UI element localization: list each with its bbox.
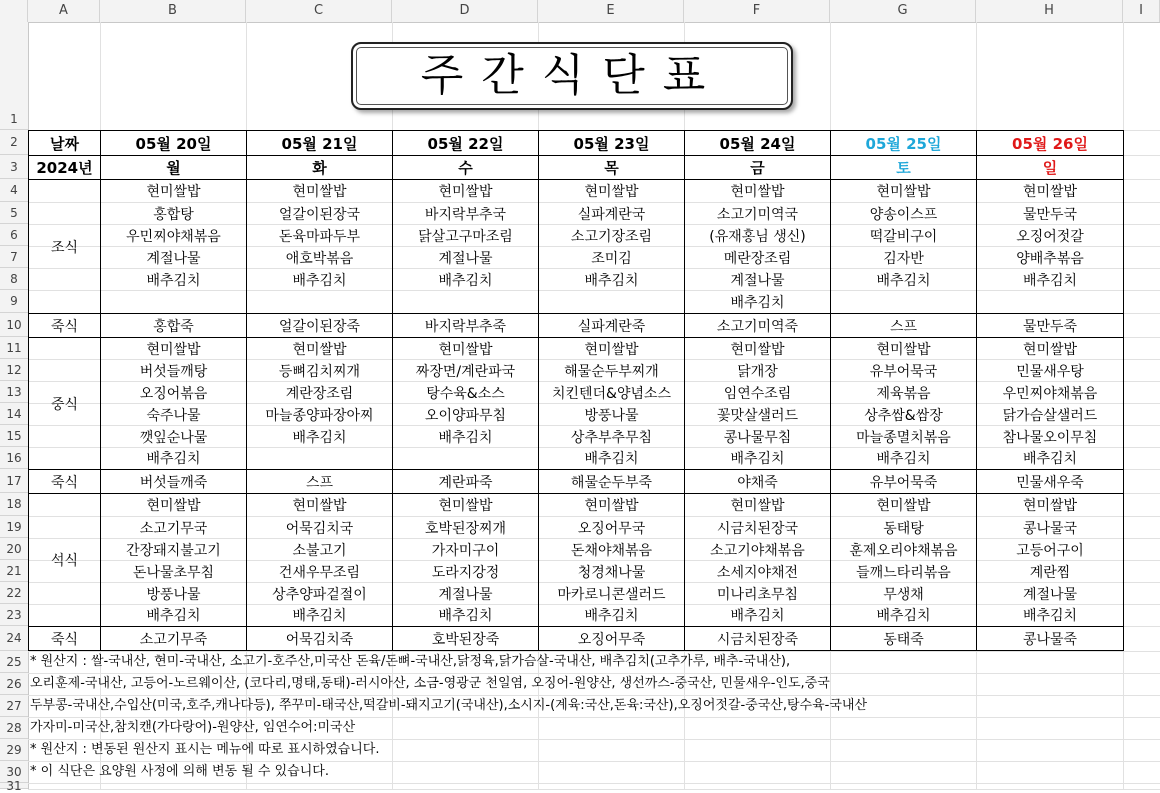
note-line: 오리훈제-국내산, 고등어-노르웨이산, (코다리,명태,동태)-러시아산, 소금-영광군 천일염, 오징어-원양산, 생선까스-중국산, 민물새우-인도,중국 bbox=[30, 676, 830, 691]
dinner-item[interactable]: 현미쌀밥 bbox=[685, 494, 831, 517]
dinner-item[interactable]: 동태탕 bbox=[831, 517, 977, 539]
lunch-item[interactable]: 마늘종멸치볶음 bbox=[831, 426, 977, 448]
porridge-item[interactable]: 호박된장죽 bbox=[393, 627, 539, 651]
dinner-item[interactable]: 소세지야채전 bbox=[685, 561, 831, 583]
row-header-13[interactable]: 13 bbox=[0, 381, 28, 403]
row-header-5[interactable]: 5 bbox=[0, 202, 28, 224]
dinner-item[interactable]: 배추김치 bbox=[247, 605, 393, 627]
dinner-item[interactable]: 현미쌀밥 bbox=[539, 494, 685, 517]
dinner-item[interactable]: 현미쌀밥 bbox=[247, 494, 393, 517]
lunch-item[interactable]: 현미쌀밥 bbox=[831, 338, 977, 360]
porridge-item[interactable]: 바지락부추죽 bbox=[393, 314, 539, 338]
row-header-23[interactable]: 23 bbox=[0, 604, 28, 626]
date-label[interactable]: 날짜 bbox=[29, 131, 101, 156]
porridge-item[interactable]: 해물순두부죽 bbox=[539, 470, 685, 494]
dinner-item[interactable]: 들깨느타리볶음 bbox=[831, 561, 977, 583]
breakfast-item[interactable]: 실파계란국 bbox=[539, 203, 685, 225]
column-header-f[interactable]: F bbox=[684, 0, 830, 22]
row-header-17[interactable]: 17 bbox=[0, 469, 28, 493]
dinner-item[interactable]: 미나리초무침 bbox=[685, 583, 831, 605]
porridge-item[interactable]: 야채죽 bbox=[685, 470, 831, 494]
lunch-item[interactable]: 민물새우탕 bbox=[977, 360, 1124, 382]
dinner-item[interactable]: 시금치된장국 bbox=[685, 517, 831, 539]
row-header-12[interactable]: 12 bbox=[0, 359, 28, 381]
breakfast-item[interactable] bbox=[977, 291, 1124, 314]
dinner-item[interactable]: 건새우무조림 bbox=[247, 561, 393, 583]
dinner-item[interactable]: 배추김치 bbox=[831, 605, 977, 627]
porridge-item[interactable]: 스프 bbox=[831, 314, 977, 338]
lunch-item[interactable]: 배추김치 bbox=[685, 448, 831, 470]
column-header-h[interactable]: H bbox=[976, 0, 1123, 22]
porridge-item[interactable]: 소고기무죽 bbox=[101, 627, 247, 651]
dinner-item[interactable]: 배추김치 bbox=[393, 605, 539, 627]
breakfast-item[interactable]: 배추김치 bbox=[831, 269, 977, 291]
porridge-item[interactable]: 스프 bbox=[247, 470, 393, 494]
row-header-6[interactable]: 6 bbox=[0, 224, 28, 246]
breakfast-item[interactable]: 물만두국 bbox=[977, 203, 1124, 225]
porridge-item[interactable]: 물만두죽 bbox=[977, 314, 1124, 338]
breakfast-item[interactable]: 배추김치 bbox=[685, 291, 831, 314]
dinner-item[interactable]: 무생채 bbox=[831, 583, 977, 605]
breakfast-item[interactable]: 계절나물 bbox=[393, 247, 539, 269]
lunch-item[interactable]: 탕수육&소스 bbox=[393, 382, 539, 404]
breakfast-item[interactable]: 현미쌀밥 bbox=[977, 180, 1124, 203]
day-cell[interactable]: 월 bbox=[101, 156, 247, 180]
dinner-item[interactable]: 훈제오리야채볶음 bbox=[831, 539, 977, 561]
date-cell[interactable]: 05월 20일 bbox=[101, 131, 247, 156]
row-header-3[interactable]: 3 bbox=[0, 155, 28, 179]
lunch-item[interactable]: 치킨텐더&양념소스 bbox=[539, 382, 685, 404]
breakfast-item[interactable]: 애호박볶음 bbox=[247, 247, 393, 269]
dinner-item[interactable]: 배추김치 bbox=[685, 605, 831, 627]
date-cell[interactable]: 05월 21일 bbox=[247, 131, 393, 156]
lunch-item[interactable]: 콩나물무침 bbox=[685, 426, 831, 448]
lunch-item[interactable]: 상추쌈&쌈장 bbox=[831, 404, 977, 426]
breakfast-item[interactable]: 조미김 bbox=[539, 247, 685, 269]
note-line: 가자미-미국산,참치캔(가다랑어)-원양산, 임연수어:미국산 bbox=[30, 720, 356, 735]
dinner-item[interactable]: 간장돼지불고기 bbox=[101, 539, 247, 561]
day-cell[interactable]: 일 bbox=[977, 156, 1124, 180]
breakfast-item[interactable]: 현미쌀밥 bbox=[685, 180, 831, 203]
row-header-27[interactable]: 27 bbox=[0, 695, 28, 717]
lunch-item[interactable]: 우민찌야채볶음 bbox=[977, 382, 1124, 404]
breakfast-item[interactable]: 배추김치 bbox=[101, 269, 247, 291]
breakfast-item[interactable]: 닭살고구마조림 bbox=[393, 225, 539, 247]
lunch-item[interactable]: 닭가슴살샐러드 bbox=[977, 404, 1124, 426]
lunch-item[interactable]: 버섯들깨탕 bbox=[101, 360, 247, 382]
note-line: * 이 식단은 요양원 사정에 의해 변동 될 수 있습니다. bbox=[30, 764, 329, 779]
dinner-item[interactable]: 소고기야채볶음 bbox=[685, 539, 831, 561]
dinner-item[interactable]: 고등어구이 bbox=[977, 539, 1124, 561]
lunch-label[interactable]: 중식 bbox=[29, 338, 101, 470]
porridge-item[interactable]: 실파계란죽 bbox=[539, 314, 685, 338]
dinner-item[interactable]: 마카로니콘샐러드 bbox=[539, 583, 685, 605]
breakfast-item[interactable]: 배추김치 bbox=[977, 269, 1124, 291]
row-header-bar bbox=[0, 22, 29, 793]
dinner-item[interactable]: 배추김치 bbox=[101, 605, 247, 627]
day-cell[interactable]: 목 bbox=[539, 156, 685, 180]
breakfast-item[interactable] bbox=[831, 291, 977, 314]
breakfast-item[interactable]: 배추김치 bbox=[539, 269, 685, 291]
row-header-29[interactable]: 29 bbox=[0, 739, 28, 761]
porridge-item[interactable]: 동태죽 bbox=[831, 627, 977, 651]
dinner-item[interactable]: 계란찜 bbox=[977, 561, 1124, 583]
lunch-item[interactable]: 참나물오이무침 bbox=[977, 426, 1124, 448]
porridge-label[interactable]: 죽식 bbox=[29, 470, 101, 494]
origin-notes bbox=[30, 651, 867, 783]
lunch-item[interactable]: 마늘종양파장아찌 bbox=[247, 404, 393, 426]
note-line: * 원산지 : 쌀-국내산, 현미-국내산, 소고기-호주산,미국산 돈육/돈뼈-국내산,닭정육,닭가슴살-국내산, 배추김치(고추가루, 배추-국내산), bbox=[30, 654, 791, 669]
day-cell[interactable]: 금 bbox=[685, 156, 831, 180]
lunch-item[interactable]: 깻잎순나물 bbox=[101, 426, 247, 448]
date-cell[interactable]: 05월 22일 bbox=[393, 131, 539, 156]
breakfast-item[interactable]: 현미쌀밥 bbox=[247, 180, 393, 203]
lunch-item[interactable]: 꽃맛살샐러드 bbox=[685, 404, 831, 426]
column-header-b[interactable]: B bbox=[100, 0, 246, 22]
lunch-item[interactable]: 배추김치 bbox=[977, 448, 1124, 470]
year-label[interactable]: 2024년 bbox=[29, 156, 101, 180]
breakfast-item[interactable]: 홍합탕 bbox=[101, 203, 247, 225]
row-header-15[interactable]: 15 bbox=[0, 425, 28, 447]
row-header-25[interactable]: 25 bbox=[0, 651, 28, 673]
dinner-item[interactable]: 소불고기 bbox=[247, 539, 393, 561]
row-header-7[interactable]: 7 bbox=[0, 246, 28, 268]
lunch-item[interactable]: 상추부추무침 bbox=[539, 426, 685, 448]
dinner-item[interactable]: 오징어무국 bbox=[539, 517, 685, 539]
lunch-item[interactable] bbox=[247, 448, 393, 470]
breakfast-item[interactable]: (유재홍님 생신) bbox=[685, 225, 831, 247]
dinner-item[interactable]: 배추김치 bbox=[977, 605, 1124, 627]
day-cell[interactable]: 화 bbox=[247, 156, 393, 180]
lunch-item[interactable]: 오징어볶음 bbox=[101, 382, 247, 404]
breakfast-item[interactable]: 계절나물 bbox=[685, 269, 831, 291]
dinner-item[interactable]: 청경채나물 bbox=[539, 561, 685, 583]
breakfast-item[interactable] bbox=[393, 291, 539, 314]
porridge-item[interactable]: 소고기미역죽 bbox=[685, 314, 831, 338]
porridge-item[interactable]: 버섯들깨죽 bbox=[101, 470, 247, 494]
dinner-item[interactable]: 돈채야채볶음 bbox=[539, 539, 685, 561]
row-header-30[interactable]: 30 bbox=[0, 761, 28, 783]
dinner-item[interactable]: 현미쌀밥 bbox=[977, 494, 1124, 517]
dinner-item[interactable]: 어묵김치국 bbox=[247, 517, 393, 539]
note-line: * 원산지 : 변동된 원산지 표시는 메뉴에 따로 표시하였습니다. bbox=[30, 742, 380, 757]
lunch-item[interactable]: 제육볶음 bbox=[831, 382, 977, 404]
porridge-item[interactable]: 유부어묵죽 bbox=[831, 470, 977, 494]
breakfast-item[interactable]: 배추김치 bbox=[393, 269, 539, 291]
lunch-item[interactable]: 배추김치 bbox=[247, 426, 393, 448]
breakfast-item[interactable] bbox=[539, 291, 685, 314]
porridge-item[interactable]: 어묵김치죽 bbox=[247, 627, 393, 651]
breakfast-item[interactable]: 김자반 bbox=[831, 247, 977, 269]
breakfast-item[interactable]: 현미쌀밥 bbox=[831, 180, 977, 203]
column-header-a[interactable]: A bbox=[28, 0, 100, 22]
dinner-item[interactable]: 콩나물국 bbox=[977, 517, 1124, 539]
breakfast-item[interactable] bbox=[101, 291, 247, 314]
lunch-item[interactable]: 숙주나물 bbox=[101, 404, 247, 426]
lunch-item[interactable]: 짜장면/계란파국 bbox=[393, 360, 539, 382]
column-header-c[interactable]: C bbox=[246, 0, 392, 22]
dinner-item[interactable]: 돈나물초무침 bbox=[101, 561, 247, 583]
row-header-28[interactable]: 28 bbox=[0, 717, 28, 739]
day-cell[interactable]: 토 bbox=[831, 156, 977, 180]
row-header-4[interactable]: 4 bbox=[0, 179, 28, 202]
row-header-9[interactable]: 9 bbox=[0, 290, 28, 313]
breakfast-item[interactable]: 현미쌀밥 bbox=[539, 180, 685, 203]
dinner-item[interactable]: 상추양파겉절이 bbox=[247, 583, 393, 605]
breakfast-item[interactable]: 오징어젓갈 bbox=[977, 225, 1124, 247]
breakfast-item[interactable]: 메란장조림 bbox=[685, 247, 831, 269]
lunch-item[interactable]: 임연수조림 bbox=[685, 382, 831, 404]
lunch-item[interactable]: 현미쌀밥 bbox=[393, 338, 539, 360]
lunch-item[interactable]: 오이양파무침 bbox=[393, 404, 539, 426]
row-header-21[interactable]: 21 bbox=[0, 560, 28, 582]
row-header-18[interactable]: 18 bbox=[0, 493, 28, 516]
breakfast-item[interactable]: 바지락부추국 bbox=[393, 203, 539, 225]
dinner-item[interactable]: 도라지강정 bbox=[393, 561, 539, 583]
breakfast-item[interactable]: 현미쌀밥 bbox=[393, 180, 539, 203]
lunch-item[interactable]: 계란장조림 bbox=[247, 382, 393, 404]
lunch-item[interactable]: 닭개장 bbox=[685, 360, 831, 382]
porridge-label[interactable]: 죽식 bbox=[29, 627, 101, 651]
row-header-14[interactable]: 14 bbox=[0, 403, 28, 425]
dinner-item[interactable]: 가자미구이 bbox=[393, 539, 539, 561]
dinner-item[interactable]: 방풍나물 bbox=[101, 583, 247, 605]
porridge-item[interactable]: 민물새우죽 bbox=[977, 470, 1124, 494]
row-header-19[interactable]: 19 bbox=[0, 516, 28, 538]
dinner-label[interactable]: 석식 bbox=[29, 494, 101, 627]
porridge-item[interactable]: 오징어무죽 bbox=[539, 627, 685, 651]
row-header-20[interactable]: 20 bbox=[0, 538, 28, 560]
date-cell[interactable]: 05월 23일 bbox=[539, 131, 685, 156]
row-header-1[interactable]: 1 bbox=[0, 22, 28, 130]
lunch-item[interactable]: 현미쌀밥 bbox=[101, 338, 247, 360]
lunch-item[interactable]: 유부어묵국 bbox=[831, 360, 977, 382]
lunch-item[interactable]: 현미쌀밥 bbox=[539, 338, 685, 360]
day-cell[interactable]: 수 bbox=[393, 156, 539, 180]
lunch-item[interactable]: 배추김치 bbox=[101, 448, 247, 470]
page-title: 주간식단표 bbox=[351, 42, 793, 110]
breakfast-item[interactable]: 우민찌야채볶음 bbox=[101, 225, 247, 247]
dinner-item[interactable]: 소고기무국 bbox=[101, 517, 247, 539]
lunch-item[interactable]: 현미쌀밥 bbox=[977, 338, 1124, 360]
breakfast-item[interactable]: 돈육마파두부 bbox=[247, 225, 393, 247]
row-header-8[interactable]: 8 bbox=[0, 268, 28, 290]
breakfast-item[interactable]: 떡갈비구이 bbox=[831, 225, 977, 247]
row-header-2[interactable]: 2 bbox=[0, 130, 28, 155]
breakfast-label[interactable]: 조식 bbox=[29, 180, 101, 314]
lunch-item[interactable]: 배추김치 bbox=[831, 448, 977, 470]
porridge-label[interactable]: 죽식 bbox=[29, 314, 101, 338]
date-cell[interactable]: 05월 25일 bbox=[831, 131, 977, 156]
column-header-i[interactable]: I bbox=[1123, 0, 1160, 22]
porridge-item[interactable]: 계란파죽 bbox=[393, 470, 539, 494]
dinner-item[interactable]: 현미쌀밥 bbox=[393, 494, 539, 517]
dinner-item[interactable]: 현미쌀밥 bbox=[101, 494, 247, 517]
breakfast-item[interactable]: 얼갈이된장국 bbox=[247, 203, 393, 225]
column-header-bar bbox=[0, 0, 1160, 23]
breakfast-item[interactable]: 현미쌀밥 bbox=[101, 180, 247, 203]
breakfast-item[interactable]: 계절나물 bbox=[101, 247, 247, 269]
select-all-corner[interactable] bbox=[0, 0, 28, 22]
column-header-d[interactable]: D bbox=[392, 0, 538, 22]
row-header-16[interactable]: 16 bbox=[0, 447, 28, 469]
breakfast-item[interactable]: 양배추볶음 bbox=[977, 247, 1124, 269]
lunch-item[interactable]: 해물순두부찌개 bbox=[539, 360, 685, 382]
lunch-item[interactable] bbox=[393, 448, 539, 470]
lunch-item[interactable]: 현미쌀밥 bbox=[247, 338, 393, 360]
breakfast-item[interactable]: 양송이스프 bbox=[831, 203, 977, 225]
porridge-item[interactable]: 콩나물죽 bbox=[977, 627, 1124, 651]
row-header-11[interactable]: 11 bbox=[0, 337, 28, 359]
date-cell[interactable]: 05월 26일 bbox=[977, 131, 1124, 156]
breakfast-item[interactable] bbox=[247, 291, 393, 314]
row-header-22[interactable]: 22 bbox=[0, 582, 28, 604]
column-header-g[interactable]: G bbox=[830, 0, 976, 22]
row-header-10[interactable]: 10 bbox=[0, 313, 28, 337]
dinner-item[interactable]: 배추김치 bbox=[539, 605, 685, 627]
column-header-e[interactable]: E bbox=[538, 0, 684, 22]
dinner-item[interactable]: 계절나물 bbox=[393, 583, 539, 605]
breakfast-item[interactable]: 소고기미역국 bbox=[685, 203, 831, 225]
porridge-item[interactable]: 시금치된장죽 bbox=[685, 627, 831, 651]
breakfast-item[interactable]: 배추김치 bbox=[247, 269, 393, 291]
lunch-item[interactable]: 현미쌀밥 bbox=[685, 338, 831, 360]
lunch-item[interactable]: 방풍나물 bbox=[539, 404, 685, 426]
row-header-24[interactable]: 24 bbox=[0, 626, 28, 651]
porridge-item[interactable]: 홍합죽 bbox=[101, 314, 247, 338]
weekly-menu-table bbox=[28, 130, 1124, 651]
note-line: 두부콩-국내산,수입산(미국,호주,캐나다등), 쭈꾸미-태국산,떡갈비-돼지고기(국내산),소시지-(계육:국산,돈육:국산),오징어젓갈-중국산,탕수육-국내산 bbox=[30, 698, 868, 713]
dinner-item[interactable]: 호박된장찌개 bbox=[393, 517, 539, 539]
dinner-item[interactable]: 계절나물 bbox=[977, 583, 1124, 605]
dinner-item[interactable]: 현미쌀밥 bbox=[831, 494, 977, 517]
lunch-item[interactable]: 배추김치 bbox=[393, 426, 539, 448]
row-header-31[interactable]: 31 bbox=[0, 783, 28, 789]
lunch-item[interactable]: 등뼈김치찌개 bbox=[247, 360, 393, 382]
breakfast-item[interactable]: 소고기장조림 bbox=[539, 225, 685, 247]
row-header-26[interactable]: 26 bbox=[0, 673, 28, 695]
date-cell[interactable]: 05월 24일 bbox=[685, 131, 831, 156]
lunch-item[interactable]: 배추김치 bbox=[539, 448, 685, 470]
porridge-item[interactable]: 얼갈이된장죽 bbox=[247, 314, 393, 338]
